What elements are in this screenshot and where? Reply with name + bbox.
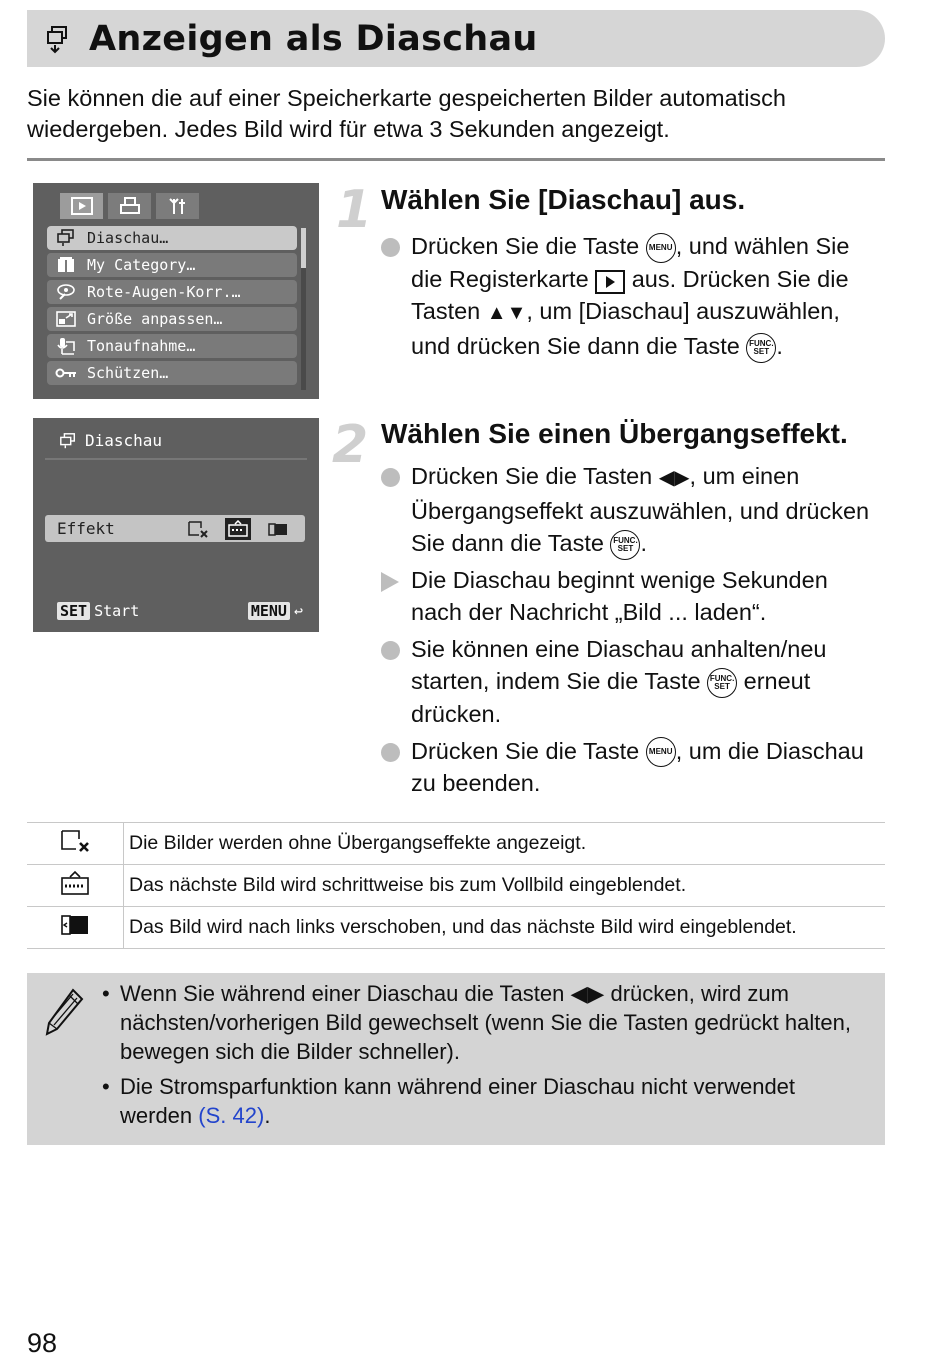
- menu-key-text: MENU: [648, 747, 673, 757]
- menu-list: [47, 226, 297, 388]
- slide-effect-icon[interactable]: [265, 518, 291, 540]
- menu-item-label: Diaschau…: [87, 229, 169, 247]
- func-key-bottom: SET: [714, 682, 730, 692]
- left-right-arrows-icon: ◀▶: [570, 981, 605, 1006]
- instruction: [381, 460, 881, 560]
- no-effect-icon: [59, 828, 91, 854]
- camera-slideshow-screen: [33, 418, 319, 632]
- slide-effect-icon: [59, 912, 91, 938]
- menu-item-label: My Category…: [87, 256, 196, 274]
- step-number: 2: [332, 415, 369, 475]
- no-effect-icon[interactable]: [185, 518, 211, 540]
- func-key-bottom: SET: [753, 346, 770, 356]
- pencil-note-icon: [43, 987, 85, 1037]
- table-icon-cell: [27, 865, 124, 907]
- scrollbar-thumb: [301, 228, 306, 268]
- print-tab-icon: [108, 193, 151, 219]
- result: [381, 564, 881, 629]
- my-category-icon: [53, 255, 79, 275]
- instruction: [381, 735, 881, 800]
- menu-button-icon: [646, 737, 676, 767]
- step-number: 1: [336, 180, 373, 240]
- fade-effect-icon: [59, 870, 91, 896]
- instruction-text: Sie können eine Diaschau anhalten/neu starten, indem Sie die Taste: [411, 635, 827, 695]
- slideshow-icon: [59, 432, 77, 450]
- instruction-text: , um [Diaschau] auszuwählen, und drücken Sie dann die Taste: [411, 298, 840, 359]
- menu-item[interactable]: [47, 253, 297, 277]
- instruction-text: Drücken Sie die Taste: [411, 737, 640, 764]
- table-row: [27, 823, 885, 865]
- menu-item-label: Rote-Augen-Korr.…: [87, 283, 241, 301]
- table-row: [27, 865, 885, 907]
- intro-text: Sie können die auf einer Speicherkarte gespeicherten Bilder automatisch wiedergeben. Jedes Bild wird für etwa 3 Sekunden angezeigt.: [27, 85, 786, 142]
- note-text: Die Stromsparfunktion kann während einer Diaschau nicht verwendet werden: [120, 1074, 796, 1128]
- note-item: [102, 1072, 872, 1130]
- table-cell: Das nächste Bild wird schrittweise bis zum Vollbild eingeblendet.: [124, 865, 886, 907]
- page-title-bar: [27, 10, 885, 67]
- instruction-text: , und wählen Sie die Registerkarte: [411, 233, 850, 292]
- bullet-icon: [381, 238, 400, 257]
- instruction-text: , um einen Übergangseffekt auszuwählen, und drücken Sie dann die Taste: [411, 463, 870, 556]
- bullet-icon: [381, 743, 400, 762]
- bullet-icon: [381, 468, 400, 487]
- menu-item-label: Tonaufnahme…: [87, 337, 196, 355]
- func-key-text: [749, 340, 773, 356]
- back-hint: [248, 602, 303, 620]
- key-icon: [53, 363, 79, 383]
- bullet-icon: •: [102, 981, 110, 1006]
- effect-label: Effekt: [57, 519, 115, 538]
- left-right-arrows-icon: ◀▶: [658, 467, 690, 489]
- instruction-text: Drücken Sie die Tasten: [411, 463, 653, 489]
- menu-item[interactable]: [47, 361, 297, 385]
- slideshow-icon: [53, 228, 79, 248]
- instruction-text: .: [776, 332, 783, 359]
- effects-table: [27, 822, 885, 949]
- instruction: [381, 633, 881, 731]
- menu-tabs: [60, 193, 199, 219]
- page-title: Anzeigen als Diaschau: [89, 18, 538, 59]
- instruction-text: erneut drücken.: [411, 668, 811, 728]
- menu-item[interactable]: [47, 226, 297, 250]
- menu-button-icon: [646, 233, 676, 263]
- screen-title: Diaschau: [85, 431, 163, 450]
- divider: [45, 458, 307, 460]
- func-set-button-icon: [746, 333, 776, 363]
- table-icon-cell: [27, 907, 124, 949]
- instruction-text: , um die Diaschau zu beenden.: [411, 737, 864, 797]
- func-key-top: FUNC.: [749, 338, 774, 348]
- step-title: Wählen Sie [Diaschau] aus.: [381, 184, 746, 215]
- note-box: [27, 973, 885, 1145]
- menu-key: MENU: [248, 602, 290, 620]
- menu-item[interactable]: [47, 280, 297, 304]
- play-tab-icon: [60, 193, 103, 219]
- menu-item-label: Schützen…: [87, 364, 169, 382]
- set-key: SET: [57, 602, 90, 620]
- menu-item-label: Größe anpassen…: [87, 310, 223, 328]
- fade-effect-icon[interactable]: [225, 518, 251, 540]
- screen-footer: [57, 602, 303, 620]
- func-key-top: FUNC.: [709, 674, 735, 684]
- table-cell: Das Bild wird nach links verschoben, und das nächste Bild wird eingeblendet.: [124, 907, 886, 949]
- up-down-arrows-icon: ▲▼: [486, 302, 527, 325]
- slideshow-icon: [45, 24, 75, 54]
- bullet-icon: [381, 641, 400, 660]
- back-arrow-icon: ↩: [293, 602, 303, 620]
- bullet-icon: •: [102, 1074, 110, 1099]
- menu-scrollbar: [301, 228, 306, 390]
- func-set-button-icon: [610, 530, 640, 560]
- note-text: .: [264, 1103, 271, 1128]
- step-body: [381, 460, 881, 800]
- camera-menu-screen: [33, 183, 319, 399]
- instruction: [381, 230, 881, 363]
- instruction-text: aus. Drücken Sie die Tasten: [411, 265, 849, 325]
- table-cell: Die Bilder werden ohne Übergangseffekte angezeigt.: [124, 823, 886, 865]
- page-reference-link[interactable]: (S. 42): [198, 1103, 265, 1128]
- menu-item[interactable]: [47, 334, 297, 358]
- step-body: [381, 230, 881, 363]
- table-row: [27, 907, 885, 949]
- menu-key-text: MENU: [648, 242, 673, 252]
- note-list: [102, 979, 872, 1136]
- settings-tab-icon: [156, 193, 199, 219]
- instruction-text: .: [640, 530, 647, 556]
- func-key-text: [710, 675, 734, 691]
- microphone-icon: [53, 336, 79, 356]
- func-key-top: FUNC.: [613, 535, 638, 545]
- start-hint: [57, 602, 139, 620]
- start-label: Start: [94, 602, 140, 620]
- func-key-text: [613, 537, 637, 553]
- note-text: Wenn Sie während einer Diaschau die Tasten: [120, 981, 565, 1006]
- play-tab-icon: [595, 270, 625, 294]
- result-arrow-icon: [381, 572, 399, 592]
- divider: [27, 158, 885, 161]
- step-title: Wählen Sie einen Übergangseffekt.: [381, 418, 848, 449]
- instruction-text: Drücken Sie die Taste: [411, 233, 640, 259]
- table-icon-cell: [27, 823, 124, 865]
- note-text: drücken, wird zum nächsten/vorherigen Bild gewechselt (wenn Sie die Tasten gedrückt halten, bewegen sich die Bilder schneller).: [120, 981, 851, 1064]
- func-set-button-icon: [707, 668, 737, 698]
- func-key-bottom: SET: [617, 543, 634, 553]
- effect-selector[interactable]: [45, 515, 305, 542]
- screen-header: [59, 431, 162, 450]
- menu-item[interactable]: [47, 307, 297, 331]
- red-eye-icon: [53, 282, 79, 302]
- resize-icon: [53, 309, 79, 329]
- page-number: 98: [27, 1328, 58, 1358]
- result-text: Die Diaschau beginnt wenige Sekunden nach der Nachricht „Bild ... laden“.: [411, 566, 828, 626]
- note-item: [102, 979, 872, 1066]
